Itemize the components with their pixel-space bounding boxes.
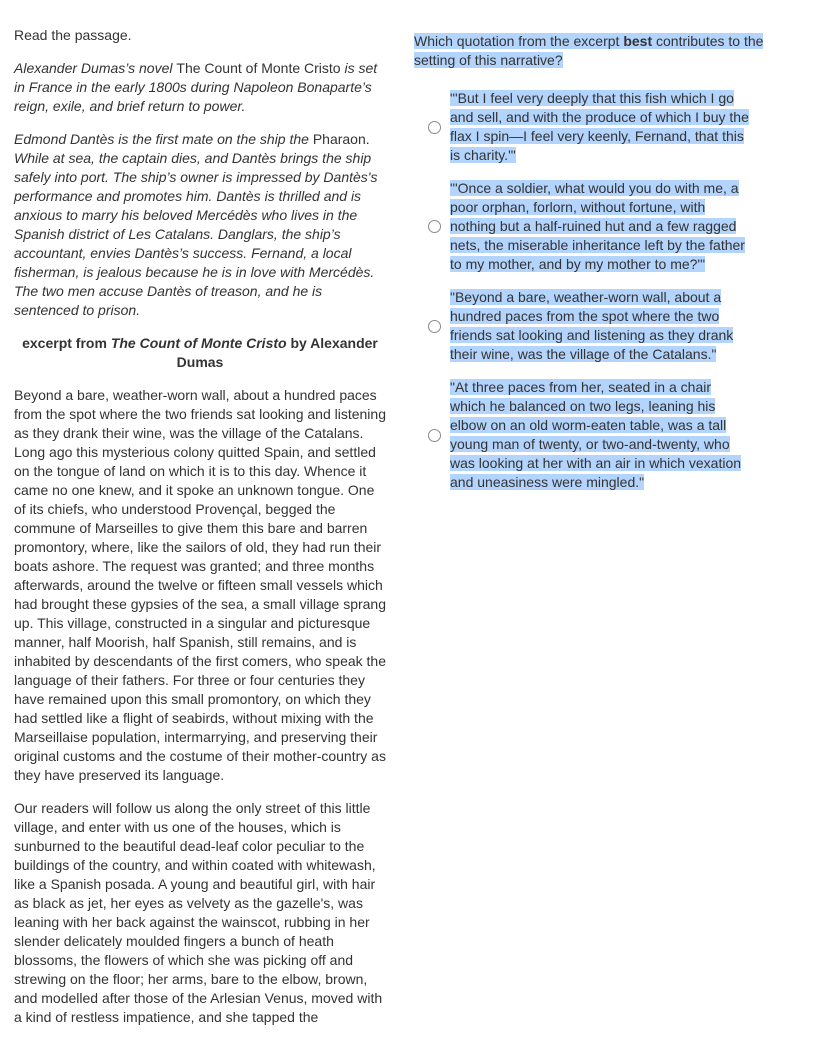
question-prefix: Which quotation from the excerpt xyxy=(414,33,624,49)
radio-button-4[interactable] xyxy=(428,429,441,442)
excerpt-title-book: The Count of Monte Cristo xyxy=(110,335,287,351)
answer-option-3-text: "Beyond a bare, weather-worn wall, about a hundred paces from the spot where the two friends sat looking and listening as they drank their wine, was the village of the Catalans." xyxy=(450,289,734,362)
intro2-a: Edmond Dantès is the first mate on the ship the xyxy=(14,131,313,147)
excerpt-title xyxy=(14,334,386,372)
question-panel xyxy=(414,32,784,506)
intro1-c: is set in France in the early 1800s during Napoleon Bonaparte’s reign, exile, and brief return to power. xyxy=(14,60,378,114)
answer-option-1-text: "'But I feel very deeply that this fish which I go and sell, and with the produce of which I buy the flax I spin—I feel very keenly, Fernand, that this is charity.'" xyxy=(450,90,749,163)
excerpt-paragraph-1: Beyond a bare, weather-worn wall, about a hundred paces from the spot where the two friends sat looking and listening as they drank their wine, was the village of the Catalans. Long ago this mysterious colony quitted Spain, and settled on the tongue of land on which it is to this day. Whence it came no one knew, and it spoke an unknown tongue. One of its chiefs, who understood Provençal, begged the commune of Marseilles to give them this bare and barren promontory, where, like the sailors of old, they had run their boats ashore. The request was granted; and three months afterwards, around the twelve or fifteen small vessels which had brought these gypsies of the sea, a small village sprang up. This village, constructed in a singular and picturesque manner, half Moorish, half Spanish, still remains, and is inhabited by descendants of the first comers, who speak the language of their fathers. For three or four centuries they have remained upon this small promontory, on which they had settled like a flight of seabirds, without mixing with the Marseillaise population, intermarrying, and preserving their original customs and the costume of their mother-country as they have preserved its language. xyxy=(14,387,387,783)
question-emphasis: best xyxy=(623,33,653,49)
intro2-c: While at sea, the captain dies, and Dantès brings the ship safely into port. The ship’s owner is impressed by Dantès's performance and promotes him. Dantès is thrilled and is anxious to marry his beloved Mercédès who lives in the Spanish district of Les Catalans. Danglars, the ship’s accountant, envies Dantès’s success. Fernand, a local fisherman, is jealous because he is in love with Mercédès. The two men accuse Dantès of treason, and he is sentenced to prison. xyxy=(14,150,378,318)
novel-title: The Count of Monte Cristo xyxy=(176,60,341,76)
excerpt-title-c: by Alexander Dumas xyxy=(176,335,378,370)
intro-paragraph-1 xyxy=(14,59,386,116)
answer-option-2-text: "'Once a soldier, what would you do with me, a poor orphan, forlorn, without fortune, with nothing but a half-ruined hut and a few ragged nets, the miserable inheritance left by the father to my mother, and by my mother to me?'" xyxy=(450,180,745,272)
question-prompt xyxy=(414,32,784,70)
intro1-a: Alexander Dumas’s novel xyxy=(14,60,177,76)
radio-button-1[interactable] xyxy=(428,121,441,134)
answer-option-3[interactable] xyxy=(414,288,784,364)
answer-option-4-text: "At three paces from her, seated in a chair which he balanced on two legs, leaning his elbow on an old worm-eaten table, was a tall young man of twenty, or two-and-twenty, who was looking at her with an air in which vexation and uneasiness were mingled." xyxy=(450,379,742,490)
question-suffix: contributes to the setting of this narrative? xyxy=(414,33,764,68)
answer-option-1[interactable] xyxy=(414,89,784,165)
answer-option-2[interactable] xyxy=(414,179,784,274)
excerpt-paragraph-2: Our readers will follow us along the only street of this little village, and enter with us one of the houses, which is sunburned to the beautiful dead-leaf color peculiar to the buildings of the country, and within coated with whitewash, like a Spanish posada. A young and beautiful girl, with hair as black as jet, her eyes as velvety as the gazelle's, was leaning with her back against the wainscot, rubbing in her slender delicately moulded fingers a bunch of heath blossoms, the flowers of which she was picking off and strewing on the floor; her arms, bare to the elbow, brown, and modelled after those of the Arlesian Venus, moved with a kind of restless impatience, and she tapped the xyxy=(14,800,383,1025)
radio-button-2[interactable] xyxy=(428,220,441,233)
radio-button-3[interactable] xyxy=(428,320,441,333)
instruction-text: Read the passage. xyxy=(14,27,132,43)
excerpt-title-a: excerpt from xyxy=(22,335,111,351)
reading-passage xyxy=(14,26,386,1041)
ship-name: Pharaon. xyxy=(312,131,370,147)
answer-option-4[interactable] xyxy=(414,378,784,492)
intro-paragraph-2 xyxy=(14,130,386,320)
